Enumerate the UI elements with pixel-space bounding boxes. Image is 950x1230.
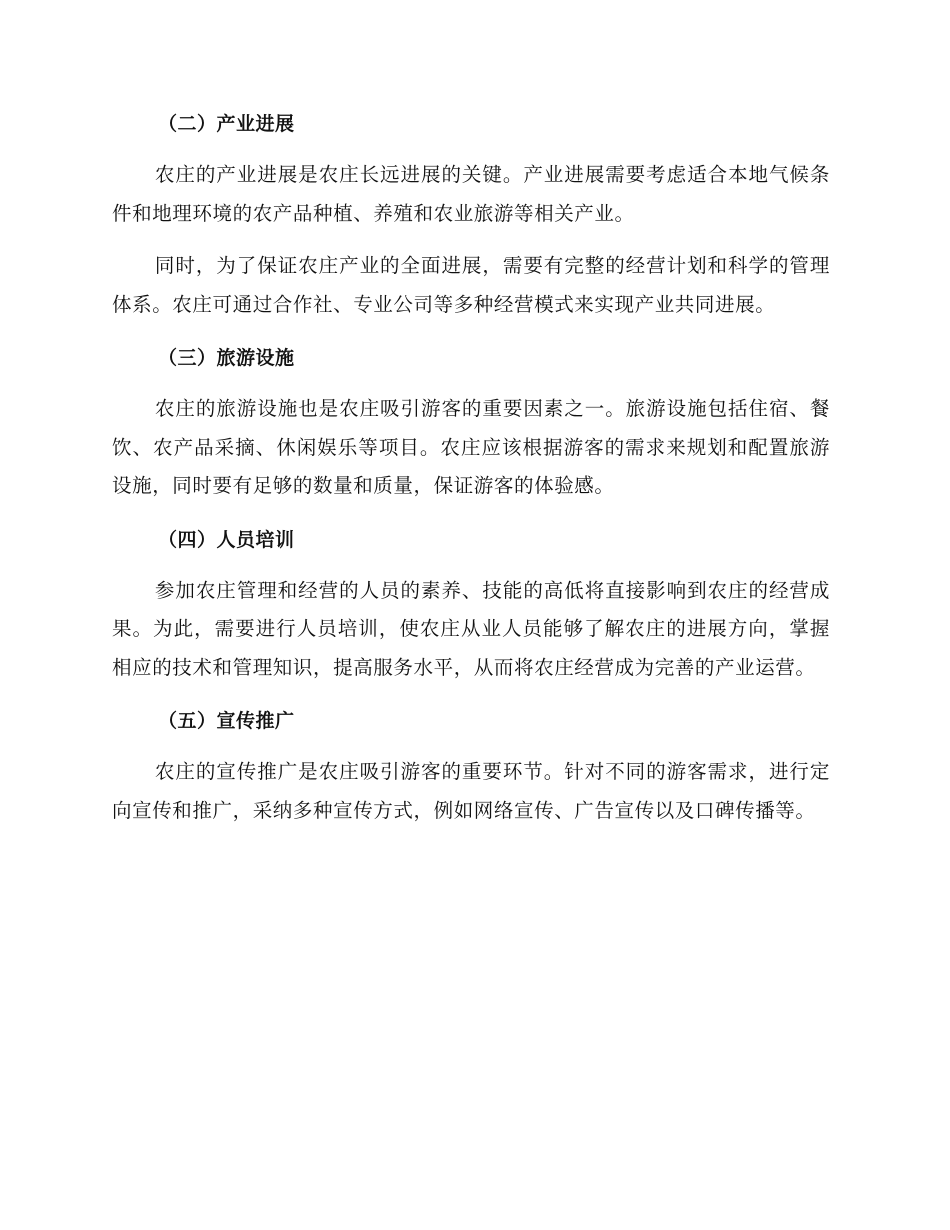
paragraph: 农庄的旅游设施也是农庄吸引游客的重要因素之一。旅游设施包括住宿、餐饮、农产品采摘、休闲娱乐等项目。农庄应该根据游客的需求来规划和配置旅游设施，同时要有足够的数量和质量，保证游客的体验感。	[112, 397, 830, 497]
paragraph: 同时，为了保证农庄产业的全面进展，需要有完整的经营计划和科学的管理体系。农庄可通过合作社、专业公司等多种经营模式来实现产业共同进展。	[112, 254, 830, 316]
section-heading-promotion: （五）宣传推广	[158, 710, 295, 732]
document-body	[112, 104, 830, 844]
paragraph: 农庄的产业进展是农庄长远进展的关键。产业进展需要考虑适合本地气候条件和地理环境的农产品种植、养殖和农业旅游等相关产业。	[112, 163, 830, 225]
section-heading-training: （四）人员培训	[158, 528, 295, 551]
section-heading-tourism: （三）旅游设施	[158, 347, 295, 369]
paragraph: 参加农庄管理和经营的人员的素养、技能的高低将直接影响到农庄的经营成果。为此，需要进行人员培训，使农庄从业人员能够了解农庄的进展方向，掌握相应的技术和管理知识，提高服务水平，从而将农庄经营成为完善的产业运营。	[112, 578, 830, 679]
section-heading-industry: （二）产业进展	[158, 113, 295, 135]
paragraph: 农庄的宣传推广是农庄吸引游客的重要环节。针对不同的游客需求，进行定向宣传和推广，采纳多种宣传方式，例如网络宣传、广告宣传以及口碑传播等。	[112, 760, 830, 822]
